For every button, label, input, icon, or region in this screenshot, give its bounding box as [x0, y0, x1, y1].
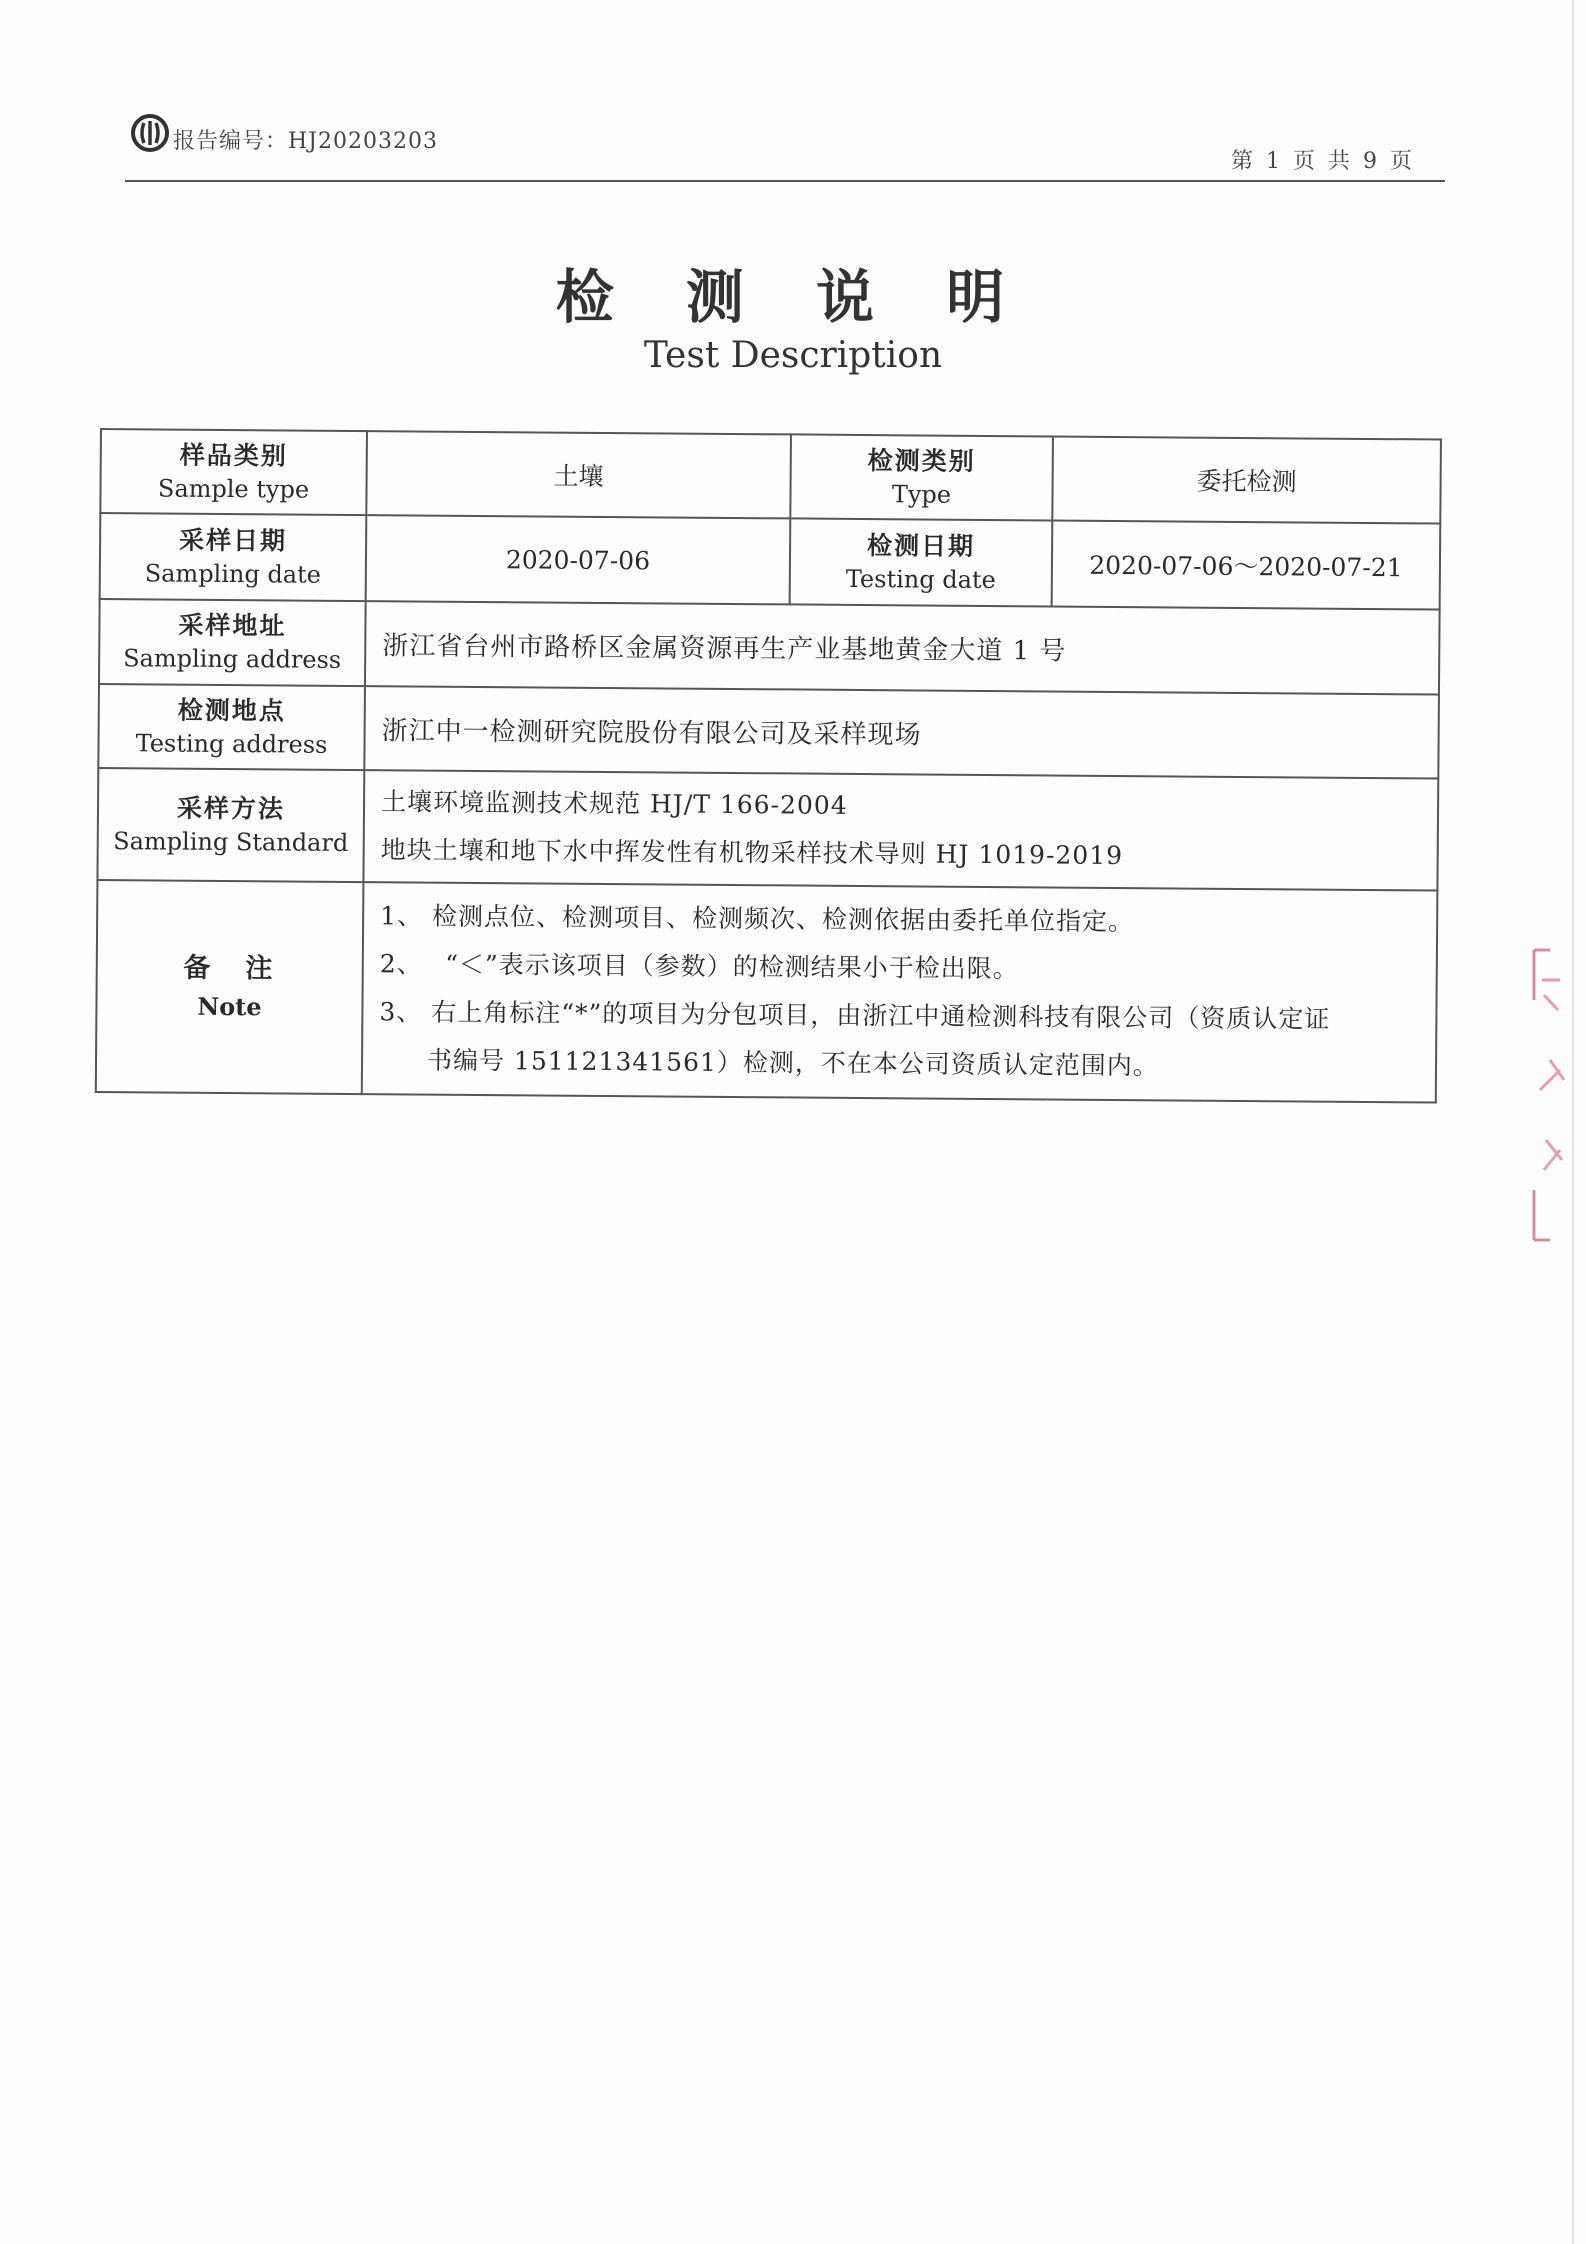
- standard-line: 土壤环境监测技术规范 HJ/T 166-2004: [380, 787, 848, 820]
- sampling-date-label: 采样日期 Sampling date: [100, 513, 367, 601]
- report-number: 报告编号：HJ20203203: [173, 129, 438, 154]
- sampling-date-value: 2020-07-06: [366, 515, 791, 604]
- page-title: 检 测 说 明: [555, 263, 1031, 331]
- sample-type-value: 土壤: [366, 431, 791, 518]
- sampling-standard-value: [363, 770, 1438, 890]
- note-value: [362, 882, 1438, 1102]
- table-row: [100, 429, 1441, 524]
- note-item: 2、 “＜”表示该项目（参数）的检测结果小于检出限。: [379, 949, 1019, 984]
- table-row: [96, 880, 1438, 1103]
- company-logo-icon: [129, 112, 171, 154]
- note-item: 1、 检测点位、检测项目、检测频次、检测依据由委托单位指定。: [380, 901, 1135, 937]
- page-number: 第 1 页 共 9 页: [1231, 149, 1415, 174]
- sampling-address-value: 浙江省台州市路桥区金属资源再生产业基地黄金大道 1 号: [365, 601, 1440, 694]
- table-row: [98, 684, 1439, 779]
- sample-type-label: 样品类别 Sample type: [100, 429, 367, 515]
- test-description-table: [95, 428, 1442, 1104]
- test-type-label: 检测类别 Type: [790, 434, 1053, 520]
- scan-edge: [1572, 0, 1574, 2244]
- table-row: [99, 599, 1440, 695]
- table-row: [97, 768, 1438, 891]
- note-item: 书编号 151121341561）检测，不在本公司资质认定范围内。: [426, 1045, 1159, 1081]
- note-item: 3、 右上角标注“*”的项目为分包项目，由浙江中通检测科技有限公司（资质认定证: [379, 997, 1331, 1034]
- test-type-value: 委托检测: [1052, 436, 1441, 523]
- sampling-standard-label: 采样方法 Sampling Standard: [97, 768, 364, 882]
- testing-date-label: 检测日期 Testing date: [790, 518, 1053, 606]
- standard-line: 地块土壤和地下水中挥发性有机物采样技术导则 HJ 1019-2019: [380, 835, 1124, 871]
- page-subtitle: Test Description: [643, 335, 943, 376]
- testing-address-label: 检测地点 Testing address: [98, 684, 365, 770]
- page-header: [125, 108, 1445, 182]
- table-row: [100, 513, 1441, 610]
- sampling-address-label: 采样地址 Sampling address: [99, 599, 366, 686]
- testing-date-value: 2020-07-06～2020-07-21: [1052, 520, 1441, 609]
- seam-stamp-icon: [1530, 940, 1570, 1260]
- note-label: 备 注 Note: [96, 880, 364, 1094]
- testing-address-value: 浙江中一检测研究院股份有限公司及采样现场: [364, 686, 1439, 778]
